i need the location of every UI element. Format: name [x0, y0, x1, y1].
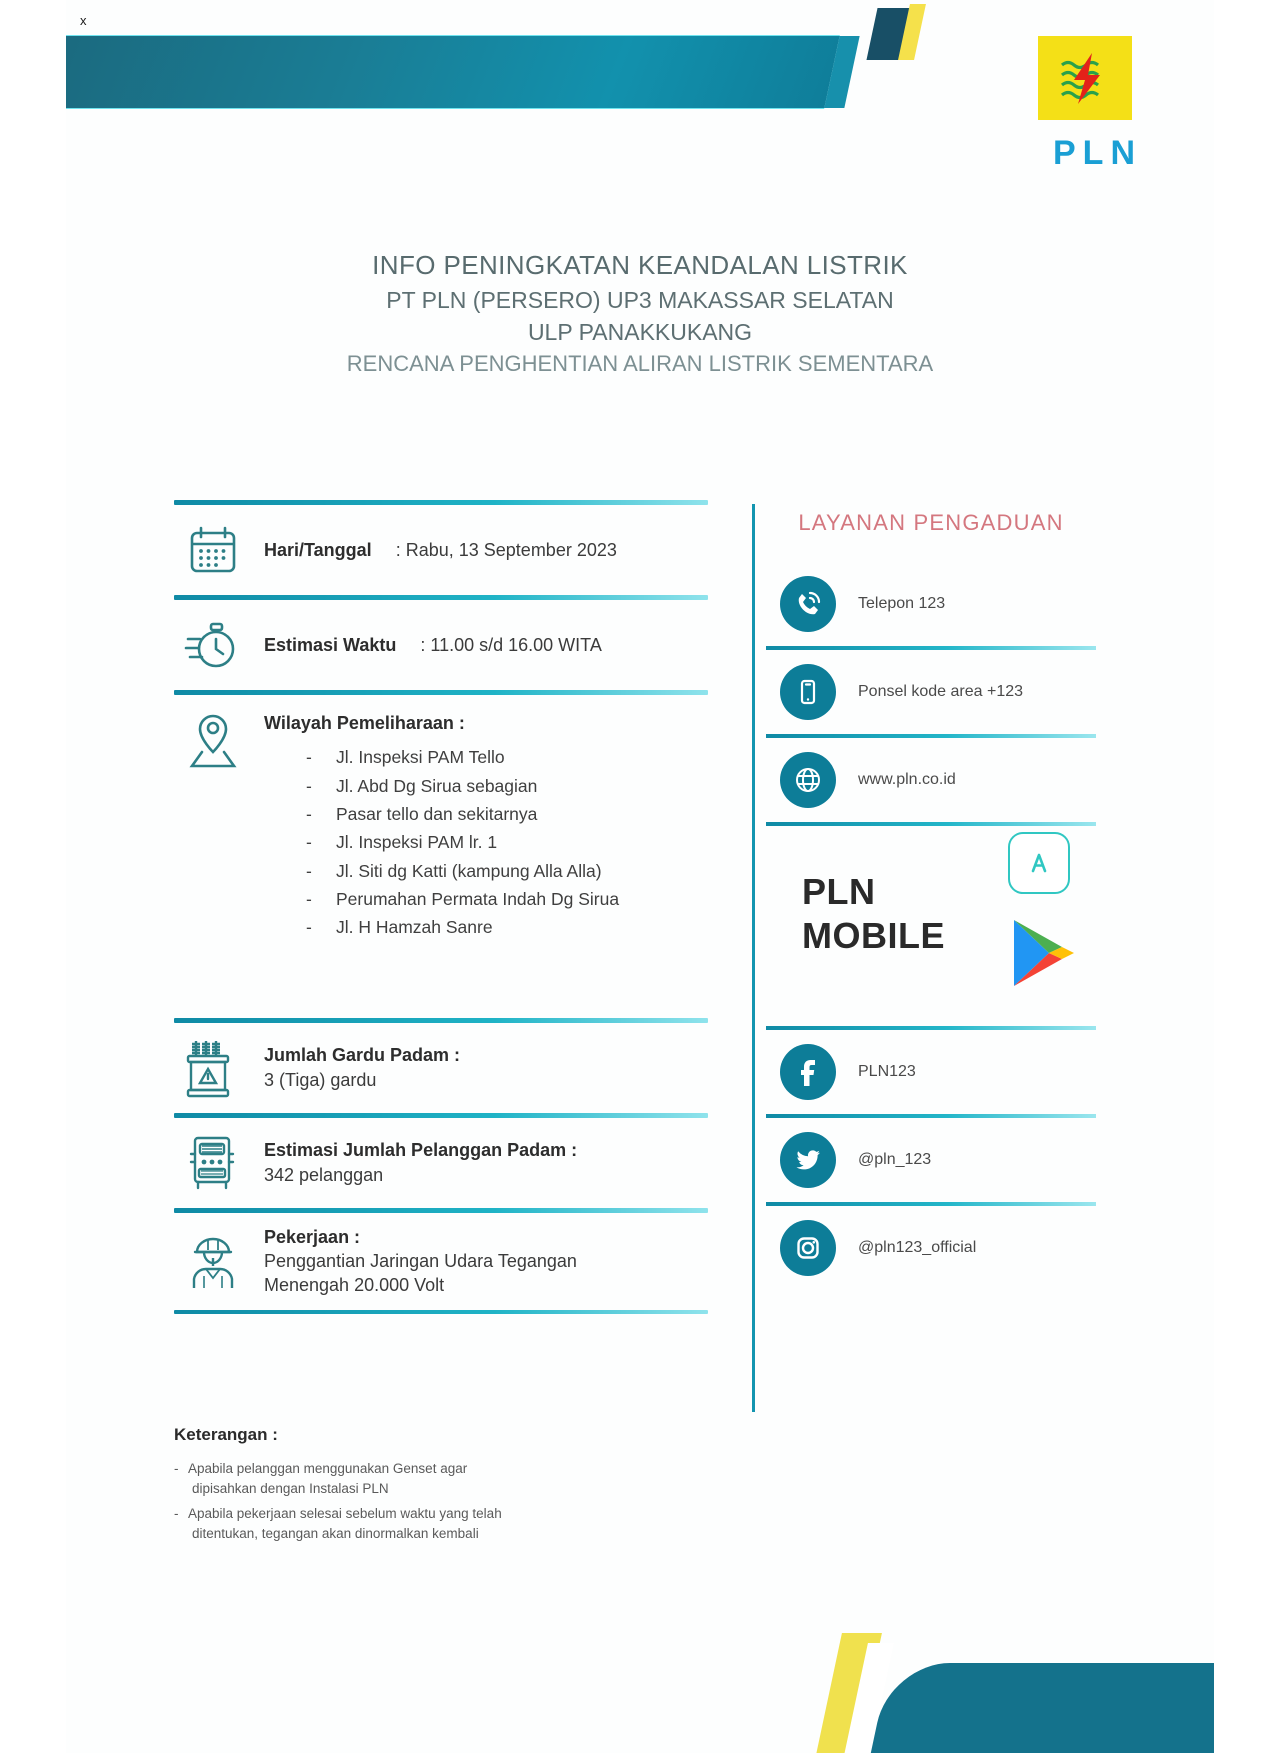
title-line-1: INFO PENINGKATAN KEANDALAN LISTRIK: [372, 250, 908, 280]
twitter-icon: [780, 1132, 836, 1188]
info-row-time: [174, 600, 708, 690]
info-row-date-text: [264, 538, 617, 562]
instagram-icon: [780, 1220, 836, 1276]
contact-row-facebook[interactable]: [766, 1030, 1096, 1114]
work-value-line-1: Penggantian Jaringan Udara Tegangan: [264, 1251, 577, 1271]
divider: [174, 1310, 708, 1314]
time-label: Estimasi Waktu: [264, 634, 397, 655]
contact-label-website[interactable]: www.pln.co.id: [858, 771, 956, 788]
mobile-phone-icon: [780, 664, 836, 720]
facebook-icon: [780, 1044, 836, 1100]
stopwatch-icon: [180, 612, 246, 678]
pln-lightning-logo: [1038, 36, 1132, 120]
area-list-item: - Jl. Inspeksi PAM Tello: [306, 743, 619, 771]
transformer-icon: [180, 1035, 246, 1101]
contact-row-instagram[interactable]: [766, 1206, 1096, 1290]
keterangan-item: [174, 1504, 734, 1545]
keterangan-item-line-1: Apabila pekerjaan selesai sebelum waktu yang telah: [188, 1505, 502, 1521]
header-ribbon-main: [66, 36, 840, 108]
pengaduan-column: [766, 500, 1096, 1290]
keterangan-item: [174, 1459, 734, 1500]
info-row-work-text: [264, 1225, 577, 1298]
customers-label: Estimasi Jumlah Pelanggan Padam :: [264, 1140, 578, 1161]
work-value-line-2: Menengah 20.000 Volt: [264, 1275, 445, 1296]
google-play-icon[interactable]: [1002, 912, 1080, 994]
area-list-item: - Pasar tello dan sekitarnya: [306, 800, 619, 828]
electric-meter-icon: [180, 1130, 246, 1196]
contact-label-instagram[interactable]: @pln123_official: [858, 1239, 977, 1256]
pengaduan-title: LAYANAN PENGADUAN: [798, 510, 1064, 535]
info-row-date: [174, 505, 708, 595]
title-line-3: ULP PANAKKUKANG: [527, 319, 753, 345]
pln-mobile-line-1: PLN: [802, 871, 876, 912]
poster-title-block: [66, 250, 1214, 377]
contact-label-phone: Telepon 123: [858, 595, 946, 612]
calendar-icon: [180, 517, 246, 583]
info-row-substation: [174, 1023, 708, 1113]
area-list-item: - Perumahan Permata Indah Dg Sirua: [306, 885, 619, 913]
location-pin-icon: [180, 707, 246, 773]
phone-icon: [780, 576, 836, 632]
title-line-2: PT PLN (PERSERO) UP3 MAKASSAR SELATAN: [386, 287, 894, 313]
info-row-substation-text: [264, 1043, 460, 1092]
keterangan-block: [174, 1425, 734, 1548]
contact-row-twitter[interactable]: [766, 1118, 1096, 1202]
customers-value: 342 pelanggan: [264, 1164, 384, 1185]
info-row-work: [174, 1213, 708, 1310]
time-value: : 11.00 s/d 16.00 WITA: [420, 634, 602, 655]
keterangan-item-line-2: ditentukan, tegangan akan dinormalkan kembali: [192, 1525, 479, 1541]
date-label: Hari/Tanggal: [264, 539, 372, 560]
keterangan-item-line-2: dipisahkan dengan Instalasi PLN: [192, 1481, 389, 1497]
info-row-time-text: [264, 633, 602, 657]
info-row-area-text: [264, 707, 619, 942]
footer-ribbon-teal: [858, 1663, 1214, 1753]
keterangan-item-line-1: Apabila pelanggan menggunakan Genset agar: [188, 1461, 468, 1476]
contact-row-phone: [766, 562, 1096, 646]
keterangan-title: Keterangan :: [174, 1425, 278, 1444]
info-row-area: [174, 695, 708, 954]
contact-row-website[interactable]: [766, 738, 1096, 822]
contact-row-mobile: [766, 650, 1096, 734]
substation-value: 3 (Tiga) gardu: [264, 1069, 377, 1090]
contact-label-twitter[interactable]: @pln_123: [858, 1151, 932, 1168]
substation-label: Jumlah Gardu Padam :: [264, 1045, 461, 1066]
area-list-item: - Jl. Siti dg Katti (kampung Alla Alla): [306, 857, 619, 885]
contact-label-facebook[interactable]: PLN123: [858, 1063, 916, 1080]
worker-icon: [180, 1228, 246, 1294]
poster-root: [66, 0, 1214, 1753]
work-label: Pekerjaan :: [264, 1226, 361, 1247]
pln-mobile-promo: [766, 826, 1096, 1026]
area-list: [306, 743, 619, 941]
area-list-item: - Jl. Abd Dg Sirua sebagian: [306, 772, 619, 800]
area-label: Wilayah Pemeliharaan :: [264, 713, 465, 733]
globe-icon: [780, 752, 836, 808]
title-line-4: RENCANA PENGHENTIAN ALIRAN LISTRIK SEMENTARA: [346, 351, 934, 376]
app-store-icon[interactable]: [1008, 832, 1070, 894]
close-icon[interactable]: x: [80, 13, 87, 28]
info-row-customers: [174, 1118, 708, 1208]
pln-mobile-name: [802, 870, 945, 958]
info-row-customers-text: [264, 1138, 577, 1187]
pln-mobile-line-2: MOBILE: [802, 914, 945, 956]
info-column: [174, 500, 708, 1314]
area-list-item: - Jl. H Hamzah Sanre: [306, 913, 619, 941]
date-value: : Rabu, 13 September 2023: [395, 539, 617, 560]
pln-wordmark: PLN: [1053, 134, 1142, 172]
area-list-item: - Jl. Inspeksi PAM lr. 1: [306, 828, 619, 856]
contact-label-mobile: Ponsel kode area +123: [858, 683, 1024, 700]
keterangan-list: [174, 1459, 734, 1544]
column-divider: [752, 504, 755, 1412]
